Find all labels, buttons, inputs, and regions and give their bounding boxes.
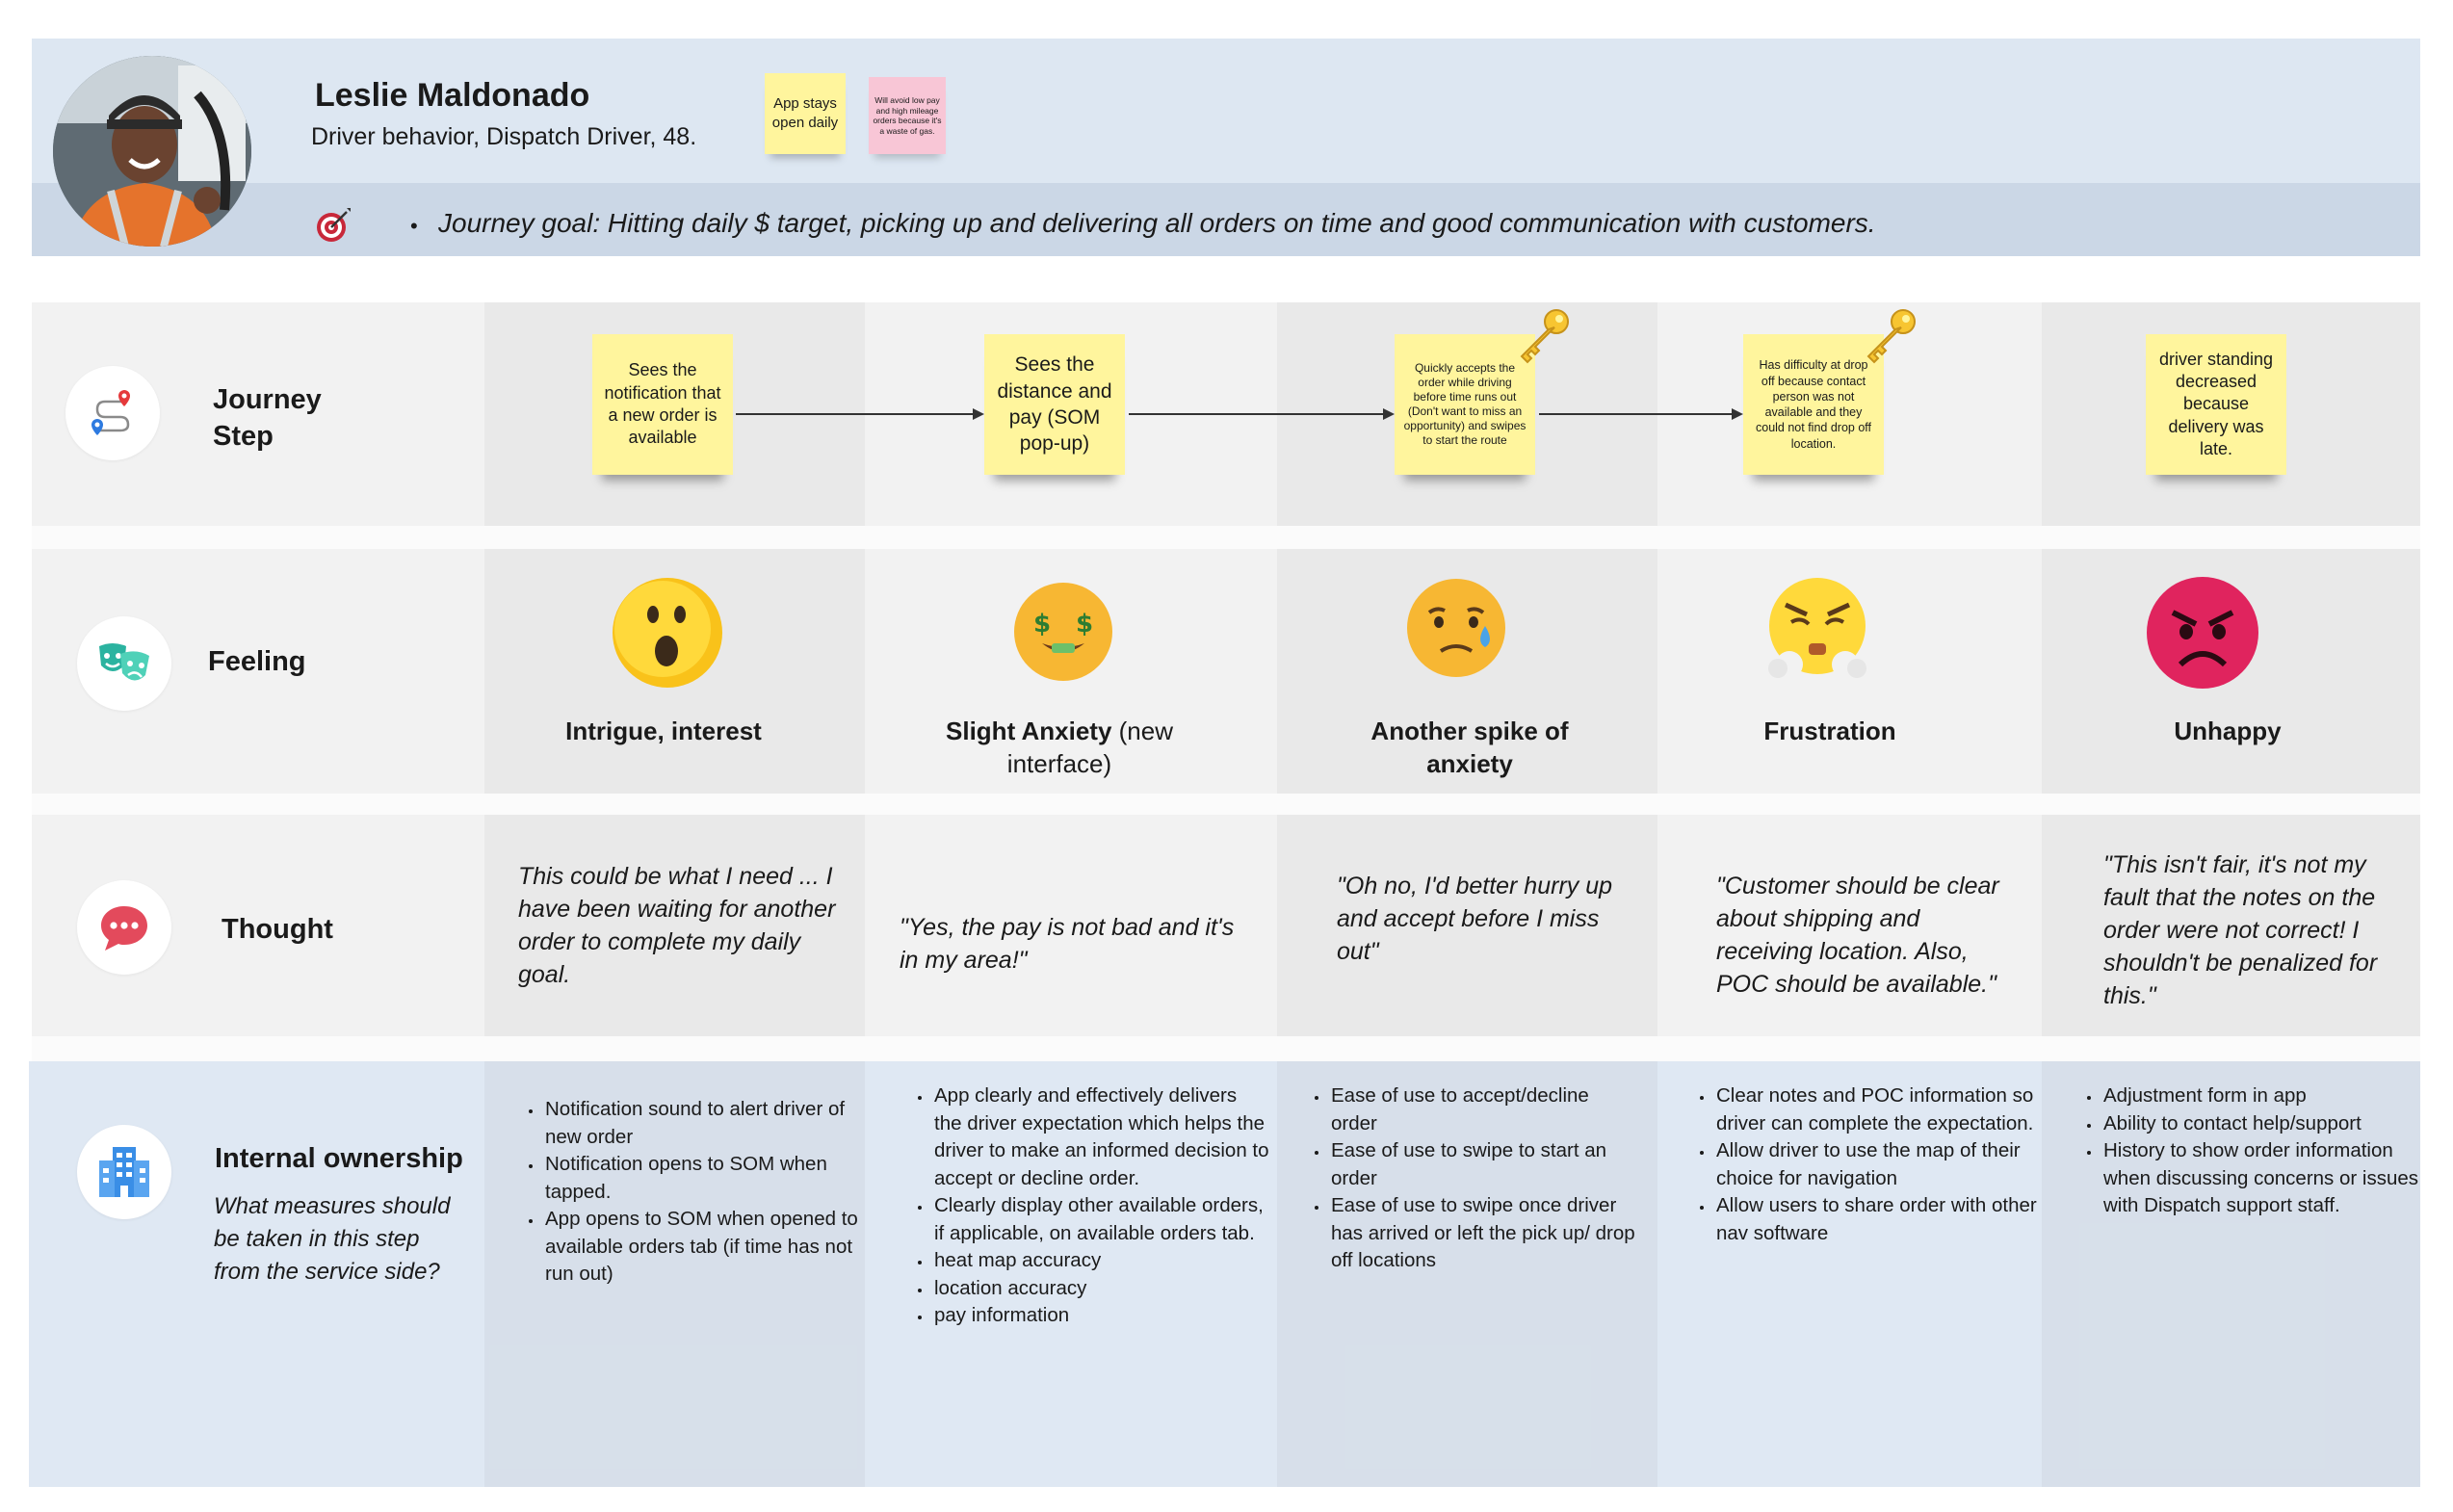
journey-step-label: Journey Step (213, 384, 322, 452)
sticky-note-avoid-low-pay[interactable]: Will avoid low pay and high mileage orders because it's a waste of gas. (869, 77, 946, 154)
row-gap (32, 526, 2420, 549)
list-item: • Ability to contact help/support (2101, 1110, 2429, 1138)
journey-step-2[interactable]: Sees the distance and pay (SOM pop-up) (984, 334, 1125, 475)
sticky-note-app-open[interactable]: App stays open daily (765, 73, 846, 154)
key-icon (1514, 306, 1574, 366)
journey-goal-text: Journey goal: Hitting daily $ target, picking up and delivering all orders on time and good communication with customers. (438, 208, 1876, 238)
flow-arrow (1539, 413, 1734, 415)
list-item: • Ease of use to swipe once driver has arrived or left the pick up/ drop off locations (1329, 1192, 1637, 1275)
journey-step-3[interactable]: Quickly accepts the order while driving before time runs out (Don't want to miss an opportunity) and swipes to start the route (1395, 334, 1535, 475)
journey-step-4[interactable]: Has difficulty at drop off because contact person was not available and they could not find drop off location. (1743, 334, 1884, 475)
thought-text-3: "Oh no, I'd better hurry up and accept before I miss out" (1337, 873, 1613, 965)
ownership-list-5 (2080, 1082, 2429, 1220)
surprised-face-icon (611, 576, 724, 690)
arrow-head-icon (973, 408, 984, 420)
thought-text-2: "Yes, the pay is not bad and it's in my area!" (900, 914, 1235, 974)
feeling-text-3: Another spike of anxiety (1370, 717, 1569, 778)
thought-text-4: "Customer should be clear about shipping and receiving location. Also, POC should be available." (1716, 873, 1999, 998)
list-item: • App opens to SOM when opened to available orders tab (if time has not run out) (543, 1206, 861, 1289)
target-icon (314, 206, 352, 245)
flow-arrow (736, 413, 975, 415)
steam-from-nose-face-icon (1764, 576, 1870, 684)
persona-name: Leslie Maldonado (315, 77, 590, 114)
driver-photo-icon (53, 56, 251, 247)
angry-face-icon (2146, 576, 2259, 690)
anxious-face-with-sweat-icon (1406, 578, 1506, 678)
goal-bullet: • (410, 214, 418, 238)
key-icon (1861, 306, 1920, 366)
speech-bubble-icon (77, 880, 171, 975)
list-item: • Allow driver to use the map of their choice for navigation (1714, 1137, 2042, 1192)
feeling-text-2: Slight Anxiety (new interface) (946, 717, 1173, 778)
ownership-list-2 (911, 1082, 1269, 1330)
feeling-label: Feeling (208, 646, 306, 677)
journey-step-5[interactable]: driver standing decreased because delivery was late. (2146, 334, 2286, 475)
list-item: • History to show order information when discussing concerns or issues with Dispatch support staff. (2101, 1137, 2429, 1220)
feeling-text-1: Intrigue, interest (565, 717, 762, 745)
list-item: • heat map accuracy (932, 1247, 1269, 1275)
list-item: • Allow users to share order with other nav software (1714, 1192, 2042, 1247)
journey-step-1[interactable]: Sees the notification that a new order is available (592, 334, 733, 475)
feeling-text-5: Unhappy (2174, 717, 2282, 745)
ownership-question: What measures should be taken in this step from the service side? (214, 1193, 451, 1285)
list-item: • Ease of use to swipe to start an order (1329, 1137, 1637, 1192)
thought-text-1: This could be what I need ... I have been waiting for another order to complete my daily goal. (518, 863, 836, 988)
list-item: • Clear notes and POC information so driver can complete the expectation. (1714, 1082, 2042, 1137)
row-gap (32, 1036, 2420, 1061)
thought-text-5: "This isn't fair, it's not my fault that the notes on the order were not correct! I shouldn't be penalized for this." (2103, 851, 2378, 1009)
list-item: • location accuracy (932, 1275, 1269, 1303)
list-item: • Notification sound to alert driver of new order (543, 1096, 861, 1151)
building-icon (77, 1125, 171, 1219)
list-item: • Ease of use to accept/decline order (1329, 1082, 1637, 1137)
persona-subtitle: Driver behavior, Dispatch Driver, 48. (311, 123, 697, 150)
arrow-head-icon (1732, 408, 1743, 420)
list-item: • App clearly and effectively delivers the driver expectation which helps the driver to make an informed decision to accept or decline order. (932, 1082, 1269, 1192)
list-item: • Adjustment form in app (2101, 1082, 2429, 1110)
svg-text:$: $ (1032, 610, 1052, 639)
svg-text:$: $ (1075, 610, 1094, 639)
feeling-text-4: Frustration (1763, 717, 1896, 745)
ownership-list-4 (1693, 1082, 2042, 1247)
list-item: • Clearly display other available orders, if applicable, on available orders tab. (932, 1192, 1269, 1247)
flow-arrow (1129, 413, 1385, 415)
row-gap (32, 794, 2420, 815)
persona-avatar (53, 56, 251, 247)
money-mouth-face-icon (1013, 582, 1113, 682)
ownership-list-1 (522, 1096, 861, 1289)
arrow-head-icon (1383, 408, 1395, 420)
route-icon (65, 366, 160, 460)
internal-ownership-label: Internal ownership (215, 1143, 463, 1174)
thought-label: Thought (222, 914, 333, 945)
list-item: • pay information (932, 1302, 1269, 1330)
theater-masks-icon (77, 616, 171, 711)
ownership-list-3 (1308, 1082, 1637, 1275)
list-item: • Notification opens to SOM when tapped. (543, 1151, 861, 1206)
